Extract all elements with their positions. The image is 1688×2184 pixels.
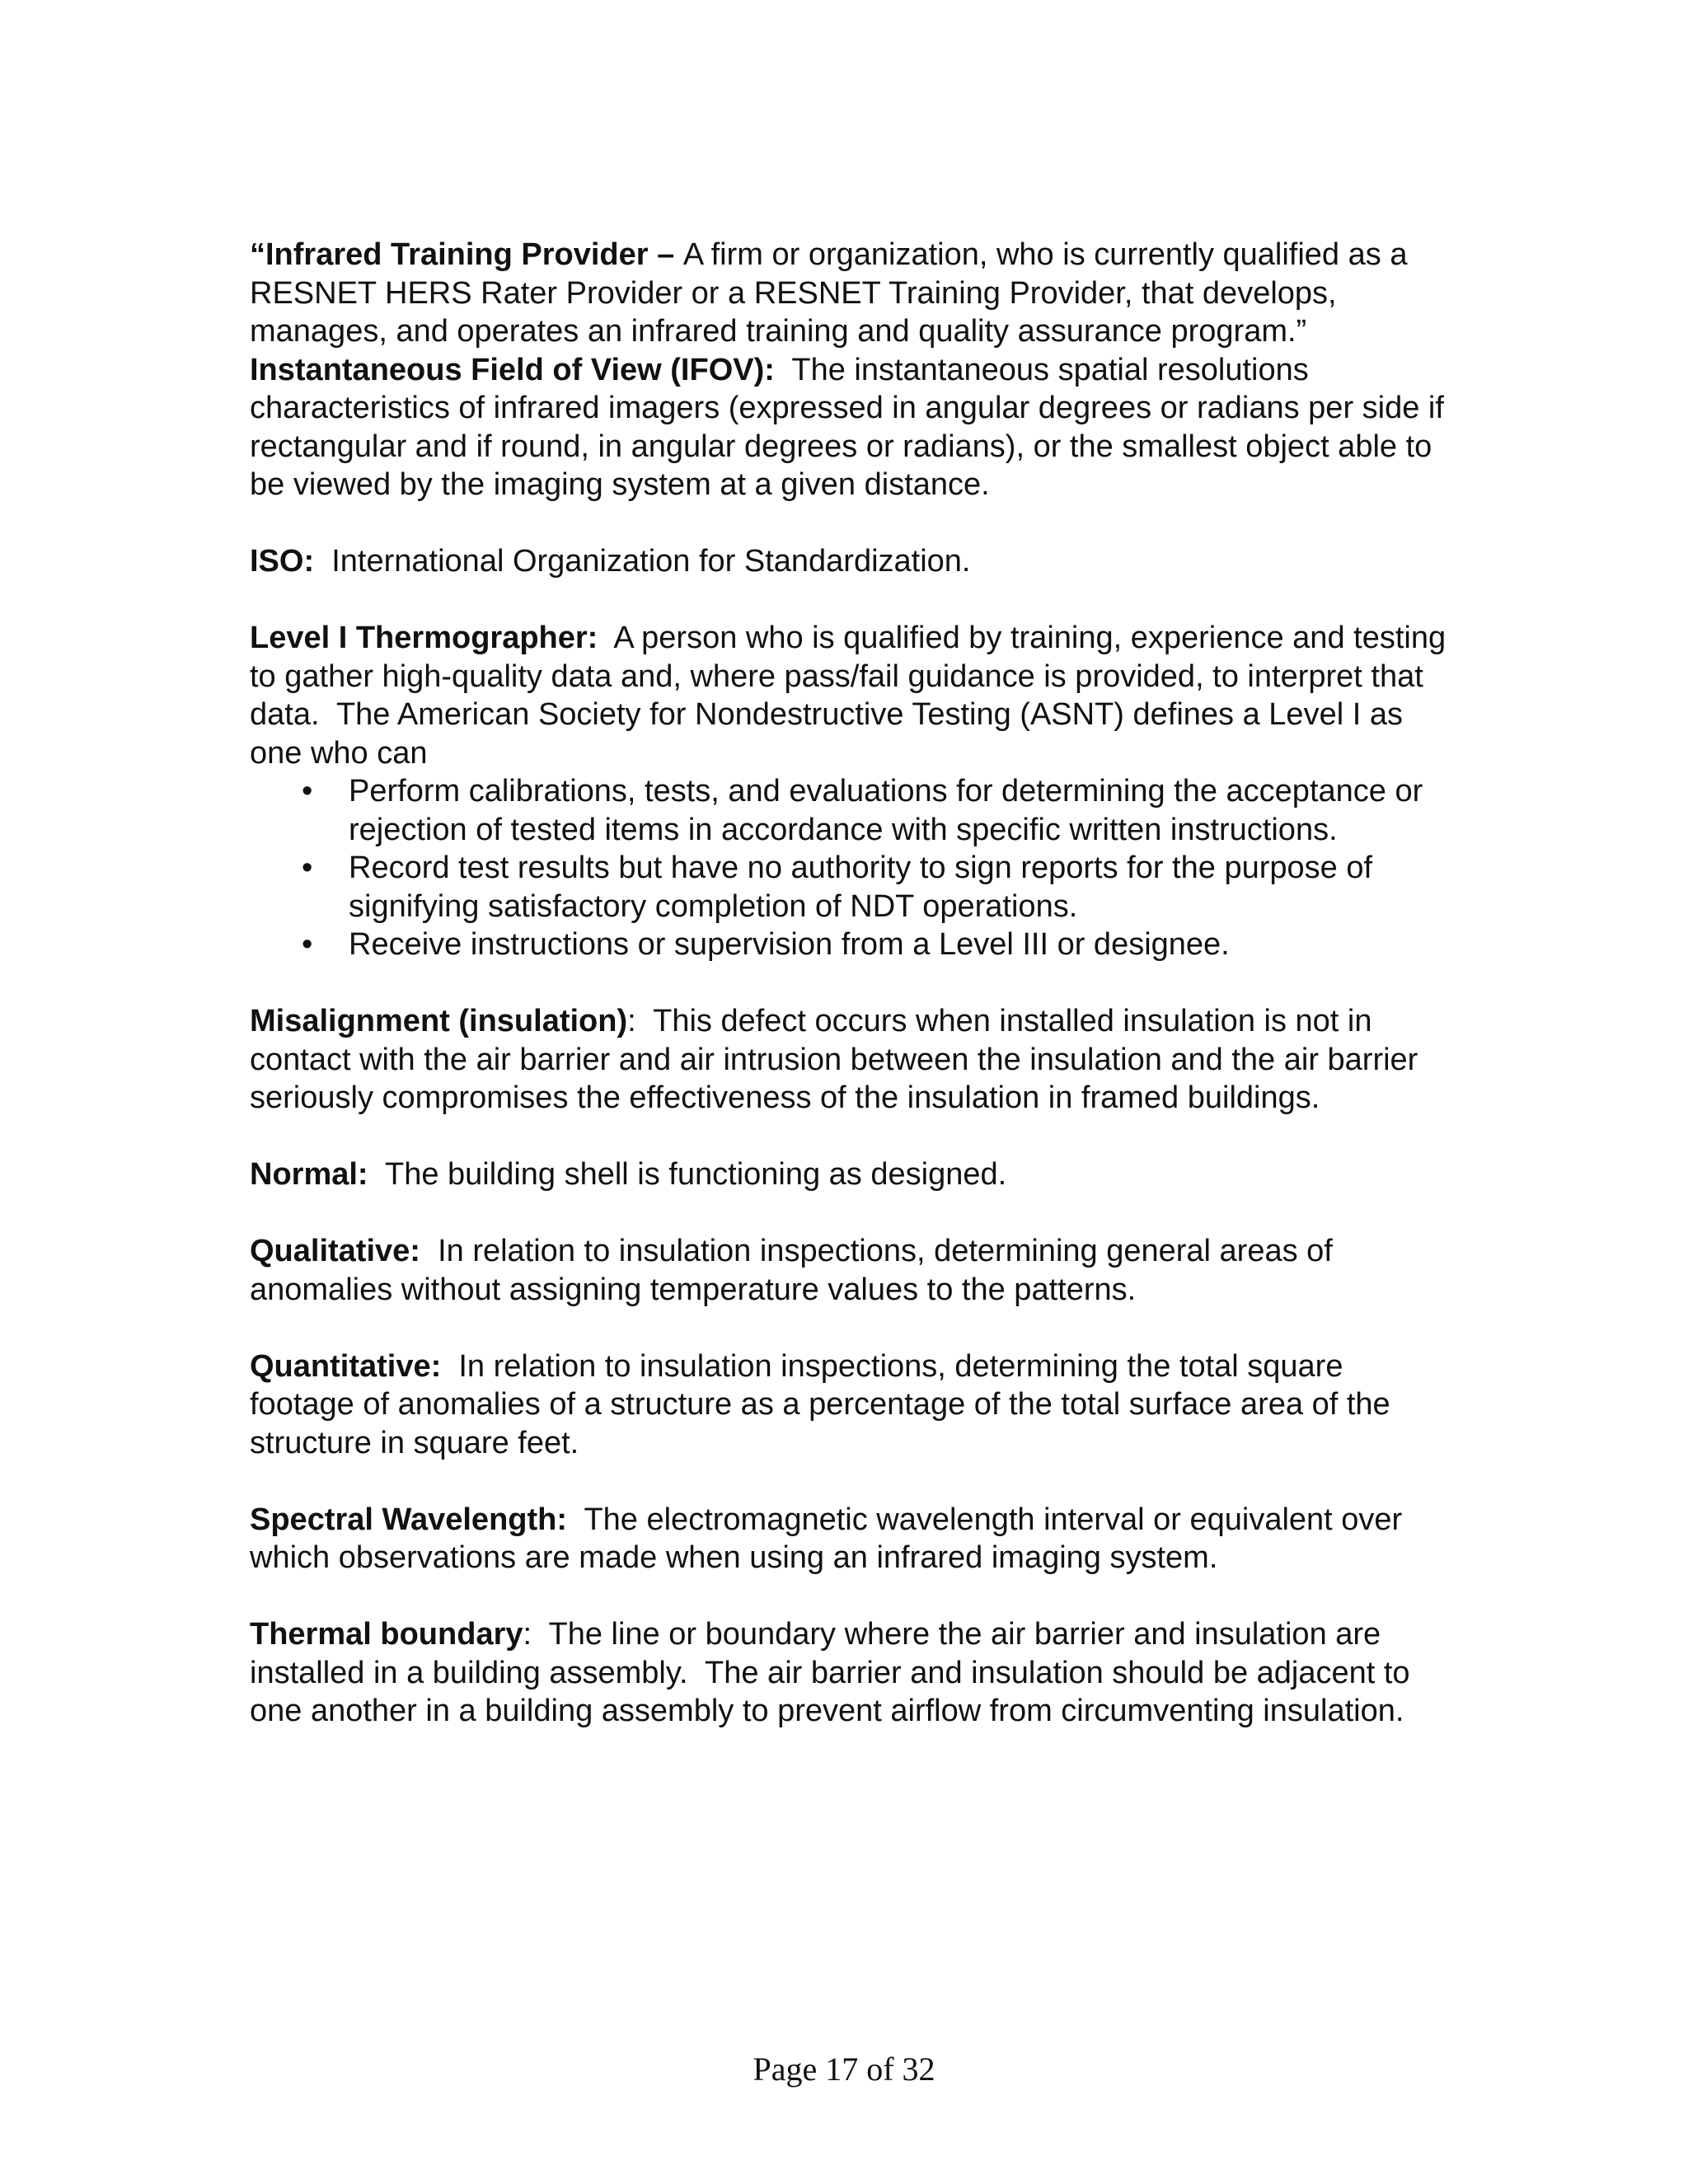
page-number: Page 17 of 32 <box>753 2050 935 2088</box>
glossary-term: Level I Thermographer: <box>250 621 598 655</box>
list-item-text: Perform calibrations, tests, and evaluations for determining the acceptance or rejection of tested items in accordance with specific written instructions. <box>349 774 1423 847</box>
glossary-term: Spectral Wavelength: <box>250 1502 568 1537</box>
glossary-separator: : <box>627 1004 636 1038</box>
glossary-term: ISO: <box>250 544 315 579</box>
bullet-icon: • <box>302 851 313 885</box>
glossary-entry <box>250 1615 1453 1731</box>
glossary-entry <box>250 1347 1453 1463</box>
list-item <box>250 849 1453 926</box>
list-item-text: Receive instructions or supervision from a Level III or designee. <box>349 927 1230 962</box>
glossary-entry-intro <box>250 619 1453 772</box>
glossary-term: “Infrared Training Provider – <box>250 237 683 272</box>
glossary-term: Misalignment (insulation) <box>250 1004 628 1038</box>
list-item <box>250 926 1453 964</box>
list-item-text: Record test results but have no authority to sign reports for the purpose of signifying satisfactory completion of NDT operations. <box>349 851 1373 924</box>
glossary-entry <box>250 236 1453 351</box>
glossary-definition: The electromagnetic wavelength interval or equivalent over which observations are made when using an infrared imaging system. <box>250 1502 1411 1575</box>
list-item <box>250 772 1453 849</box>
glossary-entry <box>250 619 1453 964</box>
glossary-definition: A person who is qualified by training, experience and testing to gather high-quality data and, where pass/fail guidance is provided, to interpret that data. The American Society for Nondestructive Testing (ASNT) defines a Level I as one who can <box>250 621 1455 771</box>
glossary-definition: A firm or organization, who is currently qualified as a RESNET HERS Rater Provider or a RESNET Training Provider, that develops, manages, and operates an infrared training and quality assurance program.” <box>250 237 1408 349</box>
glossary-term: Thermal boundary <box>250 1617 523 1652</box>
glossary-content <box>250 236 1453 1769</box>
glossary-separator: : <box>523 1617 532 1652</box>
bullet-icon: • <box>302 774 313 808</box>
glossary-definition: The instantaneous spatial resolutions characteristics of infrared imagers (expressed in angular degrees or radians per side if rectangular and if round, in angular degrees or radians), or the smallest object able to be viewed by the imaging system at a given distance. <box>250 352 1453 502</box>
glossary-entry <box>250 1232 1453 1309</box>
glossary-term: Quantitative: <box>250 1348 442 1384</box>
glossary-definition: International Organization for Standardization. <box>314 544 971 579</box>
glossary-definition: The line or boundary where the air barrier and insulation are installed in a building assembly. The air barrier and insulation should be adjacent to one another in a building assembly to prevent airflow from circumventing insulation. <box>250 1617 1419 1728</box>
bullet-list <box>250 772 1453 964</box>
glossary-entry <box>250 1155 1453 1194</box>
glossary-definition: In relation to insulation inspections, determining the total square footage of anomalies of a structure as a percentage of the total surface area of the structure in square feet. <box>250 1348 1400 1460</box>
glossary-definition: The building shell is functioning as designed. <box>368 1157 1007 1192</box>
glossary-entry <box>250 542 1453 581</box>
glossary-entry <box>250 1501 1453 1577</box>
glossary-term: Instantaneous Field of View (IFOV): <box>250 352 775 387</box>
glossary-entry <box>250 351 1453 504</box>
glossary-term: Normal: <box>250 1157 368 1192</box>
glossary-definition: In relation to insulation inspections, determining general areas of anomalies without assigning temperature values to the patterns. <box>250 1234 1342 1307</box>
bullet-icon: • <box>302 927 313 962</box>
glossary-term: Qualitative: <box>250 1234 420 1268</box>
glossary-entry <box>250 1002 1453 1118</box>
glossary-definition: This defect occurs when installed insulation is not in contact with the air barrier and air intrusion between the insulation and the air barrier seriously compromises the effectiveness of the insulation in framed buildings. <box>250 1004 1427 1115</box>
